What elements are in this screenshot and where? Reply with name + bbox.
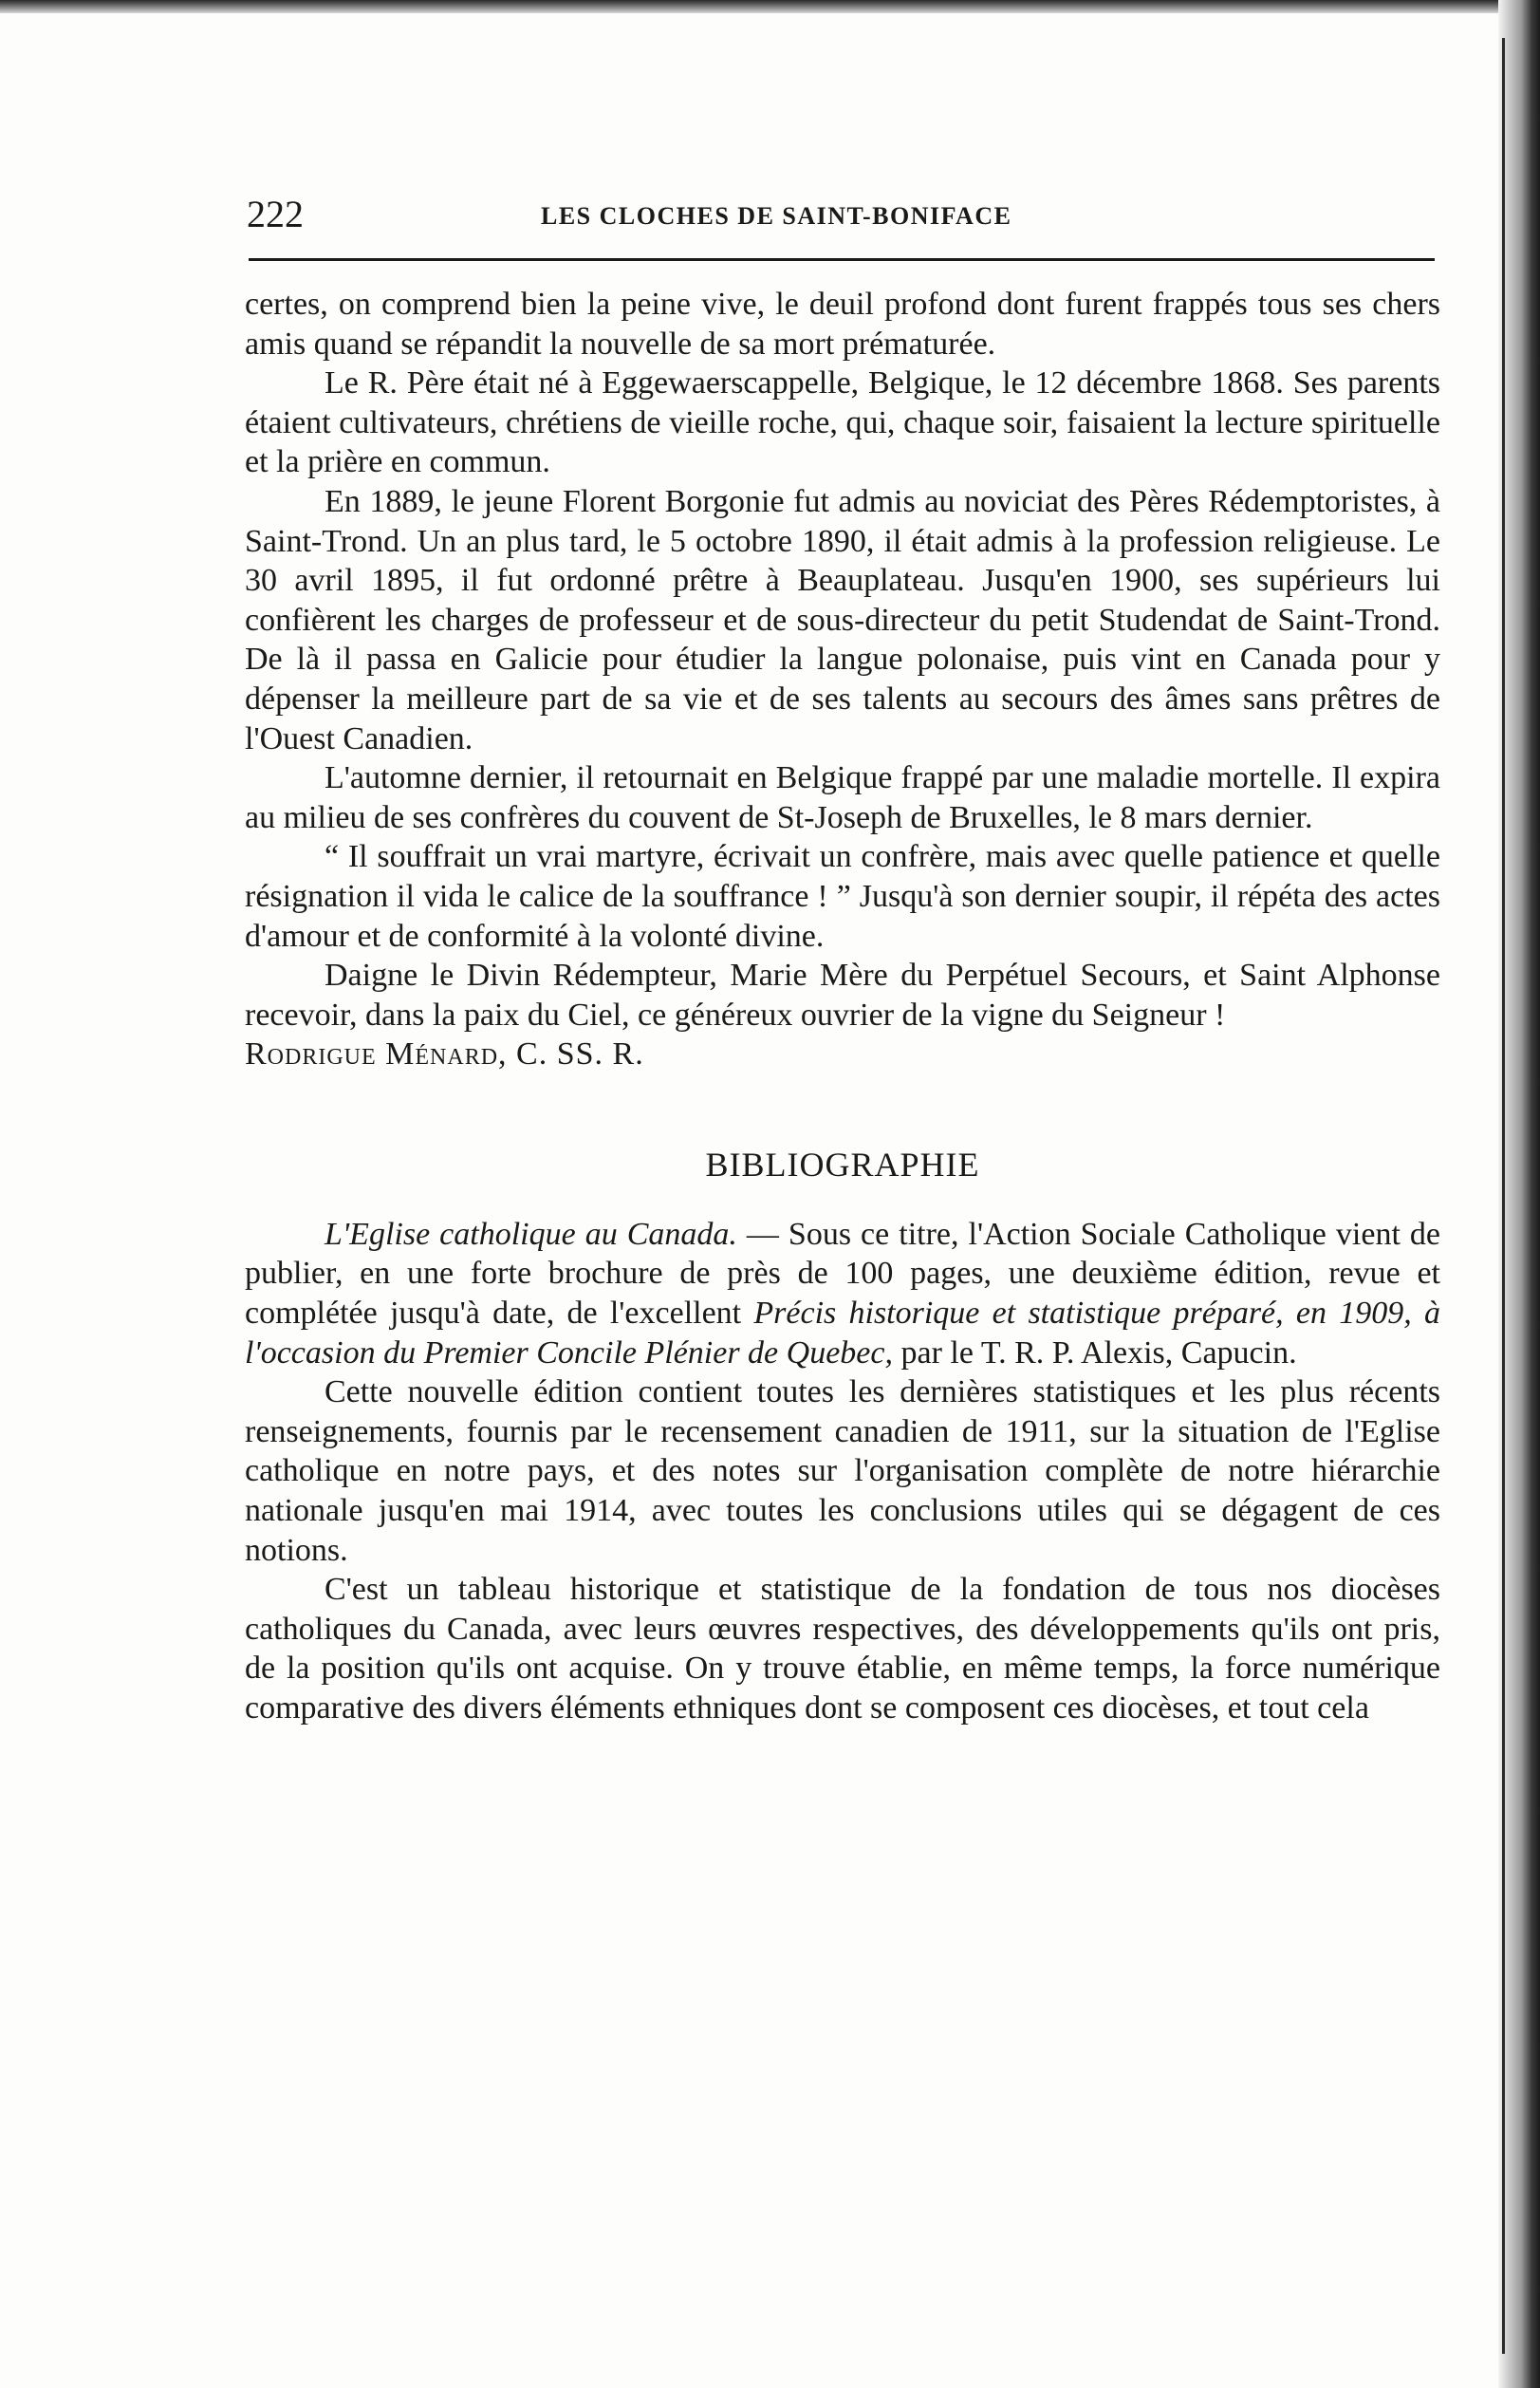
paragraph-birth: Le R. Père était né à Eggewaerscappelle, Belgique, le 12 décembre 1868. Ses parents étaient cultivateurs, chrétiens de vieille roche, qui, chaque soir, faisaient la lecture spirituelle et la prière en commun. bbox=[245, 365, 1440, 480]
author-signature: Rodrigue Ménard, C. SS. R. bbox=[245, 1036, 644, 1073]
page-number: 222 bbox=[247, 193, 304, 235]
biblio-intro-text: — Sous ce titre, l'Action Sociale Catholique vient de publier, en une forte brochure de près de 100 pages, une deuxième édition, revue et complétée jusqu'à date, de l'excellent bbox=[245, 1216, 1440, 1332]
paragraph-quote: “ Il souffrait un vrai martyre, écrivait un confrère, mais avec quelle patience et quelle résignation il vida le calice de la souffrance ! ” Jusqu'à son dernier soupir, il répéta des actes d'amour et de conformité à la volonté divine. bbox=[245, 839, 1440, 954]
biblio-paragraph-intro bbox=[245, 1215, 1440, 1372]
biblio-paragraph-tableau: C'est un tableau historique et statistique de la fondation de tous nos diocèses catholiques du Canada, avec leurs œuvres respectives, des développements qu'ils ont pris, de la position qu'ils ont acquise. On y trouve établie, en même temps, la force numérique comparative des divers éléments ethniques dont se composent ces diocèses, et tout cela bbox=[245, 1572, 1440, 1726]
biblio-work-title: Précis historique et statistique préparé, en 1909, à l'occasion du Premier Concile Plénier de Quebec, bbox=[245, 1296, 1441, 1371]
article-body bbox=[245, 285, 1440, 1728]
biblio-paragraph-edition: Cette nouvelle édition contient toutes les dernières statistiques et les plus récents renseignements, fournis par le recensement canadien de 1911, sur la situation de l'Eglise catholique en notre pays, et des notes sur l'organisation complète de notre hiérarchie nationale jusqu'en mai 1914, avec toutes les conclusions utiles qui se dégagent de ces notions. bbox=[245, 1374, 1440, 1568]
paragraph-prayer: Daigne le Divin Rédempteur, Marie Mère du Perpétuel Secours, et Saint Alphonse recevoir, dans la paix du Ciel, ce généreux ouvrier de la vigne du Seigneur ! bbox=[245, 958, 1440, 1033]
paragraph-illness: L'automne dernier, il retournait en Belgique frappé par une maladie mortelle. Il expira au milieu de ses confrères du couvent de St-Joseph de Bruxelles, le 8 mars dernier. bbox=[245, 760, 1440, 835]
header-rule bbox=[249, 258, 1435, 261]
running-title: LES CLOCHES DE SAINT-BONIFACE bbox=[541, 202, 1012, 230]
page-edge-line bbox=[1502, 38, 1505, 2354]
section-title: BIBLIOGRAPHIE bbox=[705, 1145, 980, 1184]
paragraph-continuation: certes, on comprend bien la peine vive, le deuil profond dont furent frappés tous ses chers amis quand se répandit la nouvelle de sa mort prématurée. bbox=[245, 287, 1440, 362]
biblio-book-title: L'Eglise catholique au Canada. bbox=[325, 1216, 737, 1252]
paragraph-career: En 1889, le jeune Florent Borgonie fut admis au noviciat des Pères Rédemptoristes, à Saint-Trond. Un an plus tard, le 5 octobre 1890, il était admis à la profession religieuse. Le 30 avril 1895, il fut ordonné prêtre à Beauplateau. Jusqu'en 1900, ses supérieurs lui confièrent les charges de professeur et de sous-directeur du petit Studendat de Saint-Trond. De là il passa en Galicie pour étudier la langue polonaise, puis vint en Canada pour y dépenser la meilleure part de sa vie et de ses talents au secours des âmes sans prêtres de l'Ouest Canadien. bbox=[245, 483, 1440, 756]
scan-top-edge bbox=[0, 0, 1540, 13]
page-header bbox=[247, 190, 1433, 239]
biblio-outro-text: par le T. R. P. Alexis, Capucin. bbox=[892, 1334, 1297, 1371]
